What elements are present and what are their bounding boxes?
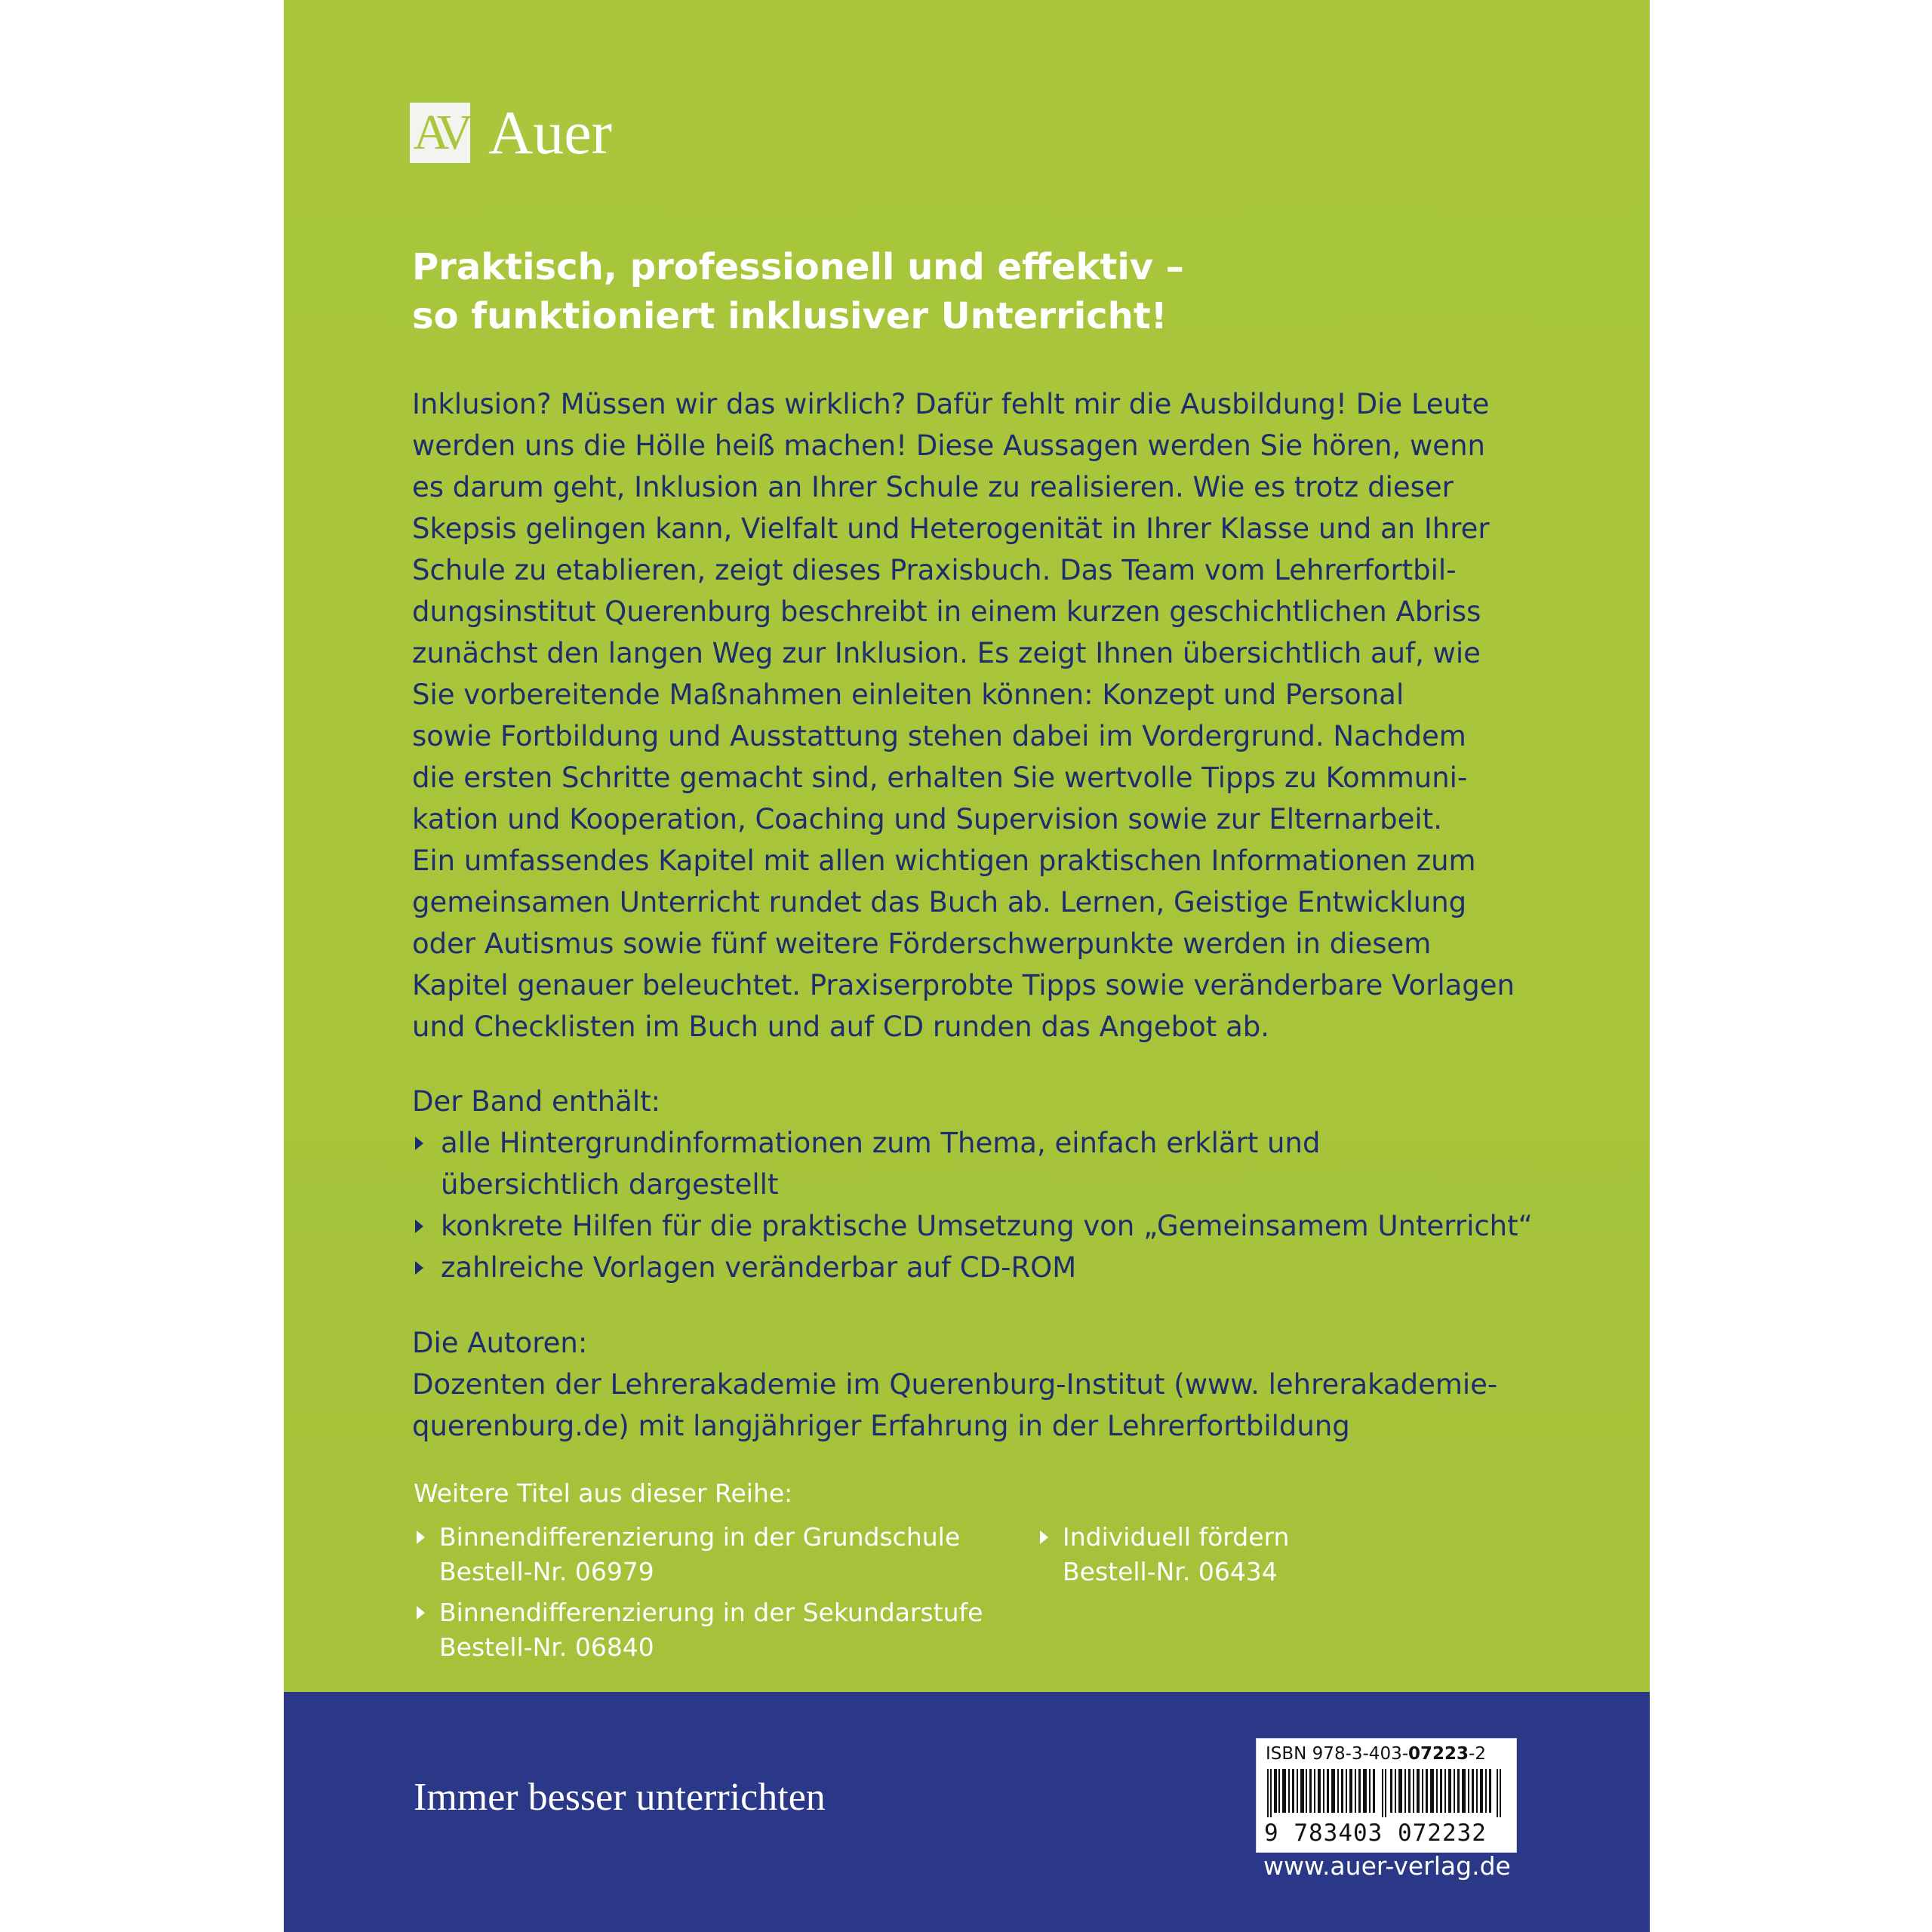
isbn-order-number: 07223 <box>1408 1744 1469 1764</box>
publisher-logo <box>410 98 612 167</box>
list-item-text: zahlreiche Vorlagen veränderbar auf CD-ROM <box>441 1251 1077 1284</box>
publisher-name: Auer <box>488 98 612 167</box>
description-line: Kapitel genauer beleuchtet. Praxiserprobte Tipps sowie veränderbare Vorlagen <box>412 969 1515 1001</box>
list-item <box>412 1247 1544 1288</box>
list-item-text: übersichtlich dargestellt <box>441 1168 779 1201</box>
series-item-title: Individuell fördern <box>1063 1522 1290 1552</box>
triangle-bullet-icon <box>417 1531 425 1544</box>
series-list <box>414 1520 1621 1701</box>
series-item <box>414 1595 983 1665</box>
authors-title: Die Autoren: <box>412 1327 588 1359</box>
contents-list <box>412 1122 1544 1288</box>
authors-text: querenburg.de) mit langjähriger Erfahrung in der Lehrerfortbildung <box>412 1410 1350 1442</box>
triangle-bullet-icon <box>417 1606 425 1620</box>
triangle-bullet-icon <box>415 1220 423 1233</box>
isbn-barcode-box <box>1256 1738 1517 1853</box>
series-section <box>414 1476 1621 1701</box>
description-line: Sie vorbereitende Maßnahmen einleiten können: Konzept und Personal <box>412 678 1404 711</box>
slogan: Immer besser unterrichten <box>414 1776 826 1819</box>
barcode-icon <box>1267 1769 1506 1817</box>
triangle-bullet-icon <box>415 1137 423 1150</box>
series-item <box>414 1520 960 1589</box>
barcode-digits: 9 783403 072232 <box>1264 1820 1487 1847</box>
description-line: Schule zu etablieren, zeigt dieses Praxisbuch. Das Team vom Lehrerfortbil- <box>412 554 1457 586</box>
headline-line-2: so funktioniert inklusiver Unterricht! <box>412 295 1168 337</box>
description-line: dungsinstitut Querenburg beschreibt in einem kurzen geschichtlichen Abriss <box>412 595 1481 628</box>
series-item <box>1037 1520 1289 1589</box>
headline <box>412 243 1544 341</box>
description-line: kation und Kooperation, Coaching und Supervision sowie zur Elternarbeit. <box>412 803 1442 835</box>
isbn-label <box>1266 1742 1486 1766</box>
series-item-title: Binnendifferenzierung in der Sekundarstufe <box>439 1598 983 1627</box>
contents-title: Der Band enthält: <box>412 1085 661 1118</box>
description-line: Skepsis gelingen kann, Vielfalt und Heterogenität in Ihrer Klasse und an Ihrer <box>412 512 1490 545</box>
isbn-prefix: ISBN 978-3-403- <box>1266 1744 1409 1764</box>
description-line: gemeinsamen Unterricht rundet das Buch ab. Lernen, Geistige Entwicklung <box>412 886 1467 918</box>
description-line: zunächst den langen Weg zur Inklusion. Es zeigt Ihnen übersichtlich auf, wie <box>412 637 1481 669</box>
description-line: die ersten Schritte gemacht sind, erhalten Sie wertvolle Tipps zu Kommuni- <box>412 761 1468 794</box>
description-line: oder Autismus sowie fünf weitere Förderschwerpunkte werden in diesem <box>412 928 1432 960</box>
series-item-order-number: Bestell-Nr. 06434 <box>1063 1557 1278 1586</box>
description-line: werden uns die Hölle heiß machen! Diese Aussagen werden Sie hören, wenn <box>412 429 1485 462</box>
contents-section <box>412 1081 1544 1288</box>
isbn-check-digit: -2 <box>1469 1744 1486 1764</box>
list-item-text: alle Hintergrundinformationen zum Thema, einfach erklärt und <box>441 1127 1321 1159</box>
list-item-text: konkrete Hilfen für die praktische Umsetzung von „Gemeinsamem Unterricht“ <box>441 1210 1533 1242</box>
triangle-bullet-icon <box>415 1261 423 1275</box>
description-line: es darum geht, Inklusion an Ihrer Schule zu realisieren. Wie es trotz dieser <box>412 471 1454 503</box>
authors-text: Dozenten der Lehrerakademie im Querenburg-Institut (www. lehrerakademie- <box>412 1368 1498 1401</box>
description-line: sowie Fortbildung und Ausstattung stehen dabei im Vordergrund. Nachdem <box>412 720 1466 752</box>
list-item <box>412 1205 1544 1247</box>
description-line: Ein umfassendes Kapitel mit allen wichtigen praktischen Informationen zum <box>412 844 1476 877</box>
description-line: Inklusion? Müssen wir das wirklich? Dafür fehlt mir die Ausbildung! Die Leute <box>412 388 1490 420</box>
series-title: Weitere Titel aus dieser Reihe: <box>414 1478 793 1508</box>
series-item-title: Binnendifferenzierung in der Grundschule <box>439 1522 961 1552</box>
triangle-bullet-icon <box>1040 1531 1048 1544</box>
description-paragraph <box>412 383 1514 1048</box>
auer-logo-mark: AV <box>410 103 470 163</box>
list-item <box>412 1122 1544 1205</box>
series-item-order-number: Bestell-Nr. 06840 <box>439 1632 654 1662</box>
headline-line-1: Praktisch, professionell und effektiv – <box>412 246 1184 288</box>
series-item-order-number: Bestell-Nr. 06979 <box>439 1557 654 1586</box>
description-line: und Checklisten im Buch und auf CD runden das Angebot ab. <box>412 1011 1269 1043</box>
authors-section <box>412 1322 1544 1447</box>
publisher-url: www.auer-verlag.de <box>1263 1851 1511 1881</box>
